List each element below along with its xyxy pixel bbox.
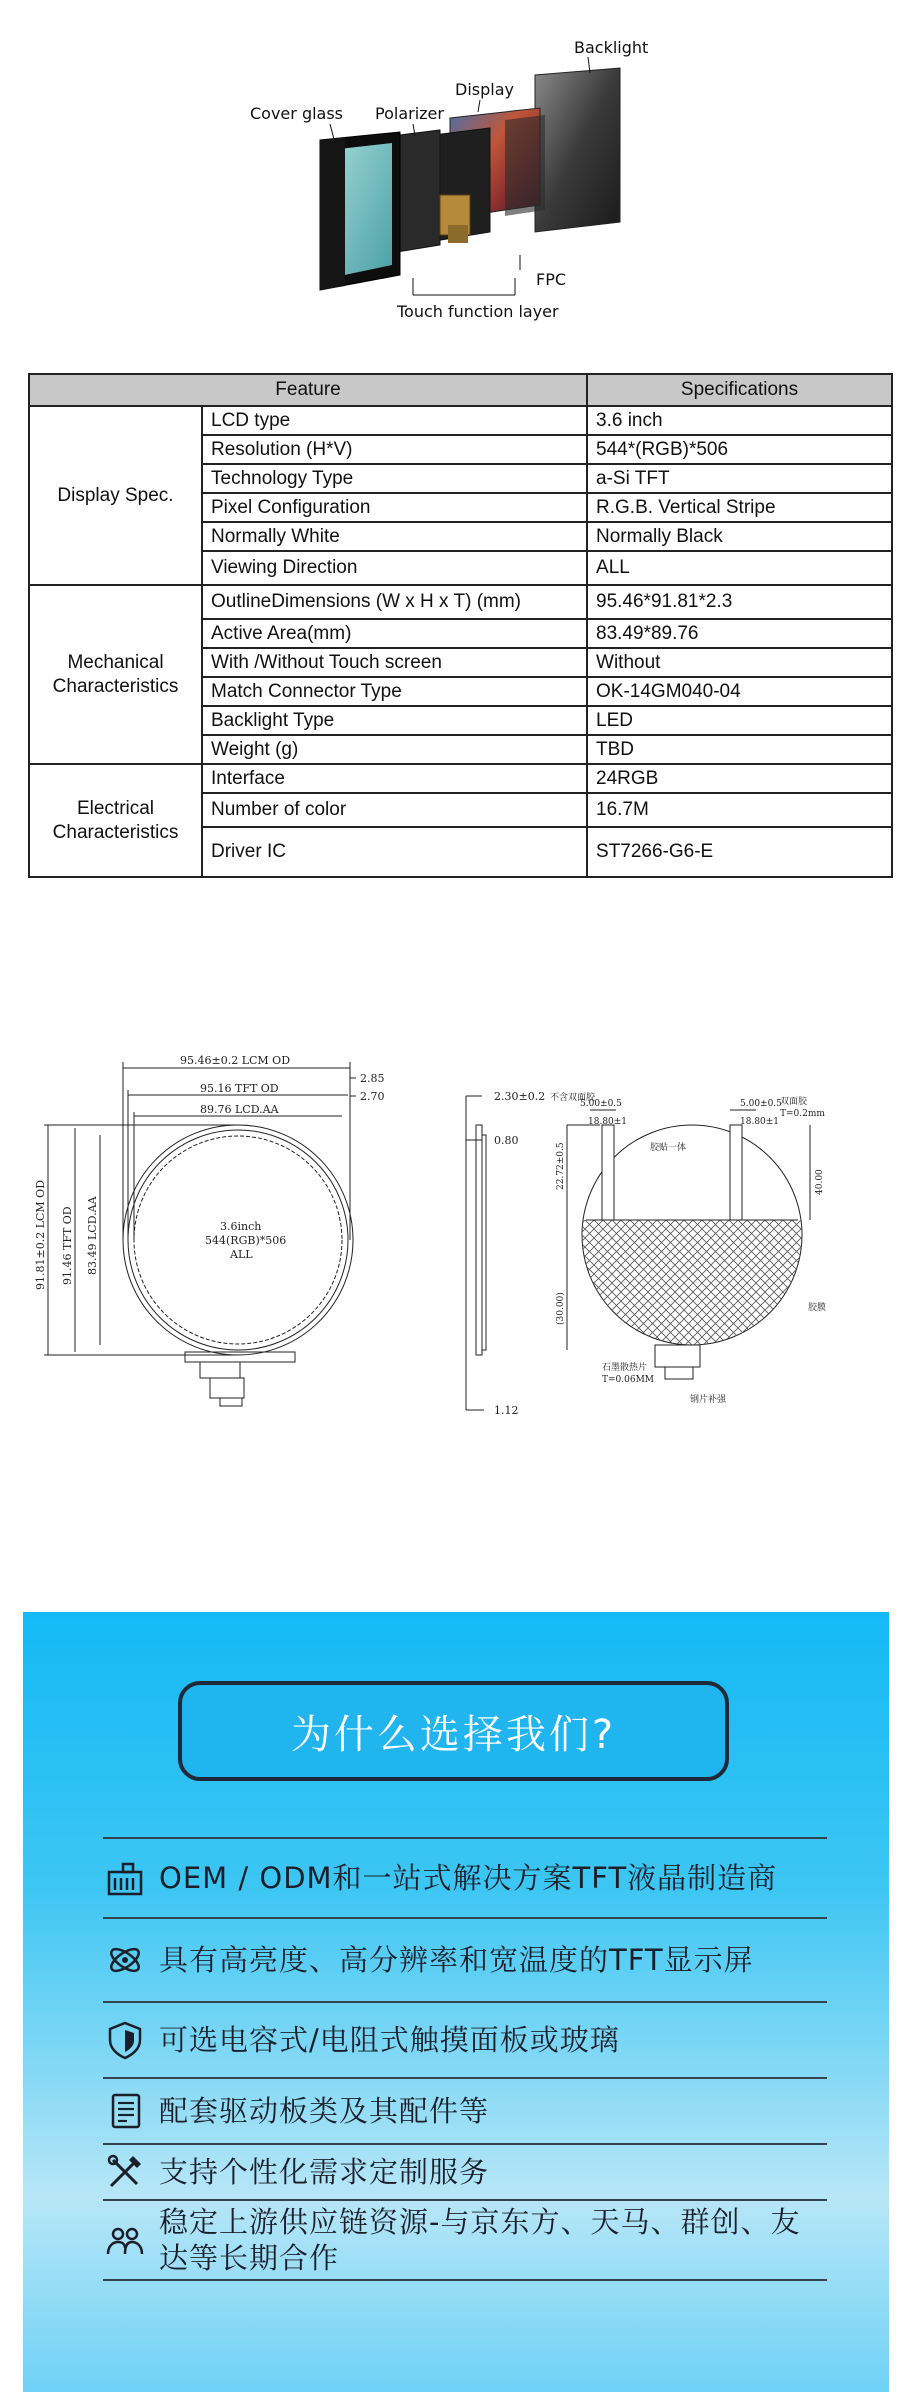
why-bottom-divider (103, 2279, 827, 2281)
people-icon (105, 2220, 145, 2260)
side-view (466, 1096, 486, 1410)
exploded-view-diagram (0, 0, 920, 350)
table-header-row (29, 374, 892, 406)
building-icon (105, 1858, 145, 1898)
dim-080: 0.80 (494, 1134, 519, 1147)
dim-v-tft: 91.46 TFT OD (61, 1206, 74, 1285)
why-item-text: 配套驱动板类及其配件等 (159, 2094, 490, 2128)
spec-cell: LED (587, 706, 892, 735)
spec-table (28, 373, 893, 878)
spec-cell: OK-14GM040-04 (587, 677, 892, 706)
label-polarizer: Polarizer (375, 104, 444, 123)
feature-cell: Pixel Configuration (202, 493, 587, 522)
feature-cell: Number of color (202, 793, 587, 827)
dim-right: 5.00±0.5 (740, 1099, 782, 1109)
technical-drawings (0, 1040, 920, 1480)
spec-cell: R.G.B. Vertical Stripe (587, 493, 892, 522)
note-tape-t: T=0.2mm (780, 1109, 825, 1119)
note-film: 胶膜 (808, 1303, 827, 1313)
why-item-text: 稳定上游供应链资源-与京东方、天马、群创、友达等长期合作 (159, 2205, 801, 2275)
dim-thick: 2.30±0.2 (494, 1090, 546, 1103)
dim-left: 5.00±0.5 (580, 1099, 622, 1109)
group-electrical: Electrical Characteristics (29, 764, 202, 877)
why-item-text: OEM / ODM和一站式解决方案TFT液晶制造商 (159, 1861, 778, 1895)
back-view (567, 1110, 810, 1379)
feature-cell: OutlineDimensions (W x H x T) (mm) (202, 585, 587, 619)
table-row (29, 764, 892, 793)
why-item-text: 支持个性化需求定制服务 (159, 2155, 490, 2189)
why-title-box (178, 1681, 729, 1781)
why-choose-us-section (23, 1612, 889, 2392)
feature-cell: LCD type (202, 406, 587, 435)
why-item-supply (103, 2199, 827, 2279)
feature-cell: Driver IC (202, 827, 587, 877)
note-bottom: 钢片补强 (690, 1395, 727, 1405)
spec-cell: TBD (587, 735, 892, 764)
why-item-text: 具有高亮度、高分辨率和宽温度的TFT显示屏 (159, 1943, 754, 1977)
header-specifications: Specifications (587, 374, 892, 406)
dim-right2: 18.80±1 (740, 1117, 780, 1127)
dim-v2: 40.00 (815, 1169, 825, 1195)
spec-cell: 24RGB (587, 764, 892, 793)
feature-cell: Technology Type (202, 464, 587, 493)
spec-cell: 544*(RGB)*506 (587, 435, 892, 464)
spec-cell: a-Si TFT (587, 464, 892, 493)
exploded-view-graphic (0, 0, 920, 350)
dim-v1: 22.72±0.5 (556, 1142, 566, 1190)
cover-glass-frame (320, 137, 345, 290)
dim-lcd-aa: 89.76 LCD.AA (200, 1103, 279, 1116)
why-item-driver (103, 2077, 827, 2143)
spec-cell: 3.6 inch (587, 406, 892, 435)
feature-cell: Viewing Direction (202, 551, 587, 585)
note-center: 胶贴一体 (650, 1143, 687, 1153)
feature-cell: Interface (202, 764, 587, 793)
note-thick: 不含双面胶 (550, 1093, 596, 1103)
feature-cell: Weight (g) (202, 735, 587, 764)
table-row (29, 406, 892, 435)
group-mechanical: Mechanical Characteristics (29, 585, 202, 764)
feature-cell: Backlight Type (202, 706, 587, 735)
label-fpc: FPC (536, 270, 567, 289)
why-item-custom (103, 2143, 827, 2199)
backlight-layer (535, 68, 620, 232)
note-black: 石墨散热片 (602, 1363, 648, 1373)
spec-cell: ST7266-G6-E (587, 827, 892, 877)
why-item-oem (103, 1837, 827, 1917)
tools-icon (105, 2152, 145, 2192)
spec-table-container (28, 373, 891, 878)
drawing-graphic (0, 1040, 920, 1480)
table-row (29, 585, 892, 619)
feature-cell: Normally White (202, 522, 587, 551)
spec-cell: Without (587, 648, 892, 677)
label-backlight: Backlight (574, 38, 649, 57)
center-res: 544(RGB)*506 (205, 1234, 287, 1247)
label-display: Display (455, 80, 514, 99)
dim-270: 2.70 (360, 1090, 385, 1103)
feature-cell: Resolution (H*V) (202, 435, 587, 464)
shield-icon (105, 2020, 145, 2060)
dim-285: 2.85 (360, 1072, 385, 1085)
feature-cell: With /Without Touch screen (202, 648, 587, 677)
label-touch-layer: Touch function layer (397, 302, 559, 321)
spec-cell: 95.46*91.81*2.3 (587, 585, 892, 619)
dim-v-aa: 83.49 LCD.AA (86, 1196, 99, 1275)
why-item-display (103, 1917, 827, 2001)
feature-cell: Active Area(mm) (202, 619, 587, 648)
atom-icon (105, 1940, 145, 1980)
why-item-touch (103, 2001, 827, 2077)
note-tape: 双面胶 (780, 1097, 808, 1107)
spec-cell: 16.7M (587, 793, 892, 827)
document-icon (105, 2091, 145, 2131)
why-item-text: 可选电容式/电阻式触摸面板或玻璃 (159, 2023, 620, 2057)
header-feature: Feature (29, 374, 587, 406)
label-cover-glass: Cover glass (250, 104, 344, 123)
dim-lcm-od: 95.46±0.2 LCM OD (180, 1054, 291, 1067)
dim-left2: 18.80±1 (588, 1117, 628, 1127)
center-view: ALL (230, 1248, 253, 1261)
group-display-spec: Display Spec. (29, 406, 202, 585)
why-title: 为什么选择我们? (290, 1711, 617, 1758)
dim-tft-od: 95.16 TFT OD (200, 1082, 279, 1095)
spec-cell: Normally Black (587, 522, 892, 551)
spec-cell: 83.49*89.76 (587, 619, 892, 648)
dim-v-lcm: 91.81±0.2 LCM OD (34, 1179, 47, 1290)
center-size: 3.6inch (220, 1220, 262, 1233)
note-black-t: T=0.06MM (602, 1375, 655, 1385)
dim-112: 1.12 (494, 1404, 519, 1417)
dim-v3: (30.00) (556, 1292, 566, 1325)
spec-cell: ALL (587, 551, 892, 585)
feature-cell: Match Connector Type (202, 677, 587, 706)
